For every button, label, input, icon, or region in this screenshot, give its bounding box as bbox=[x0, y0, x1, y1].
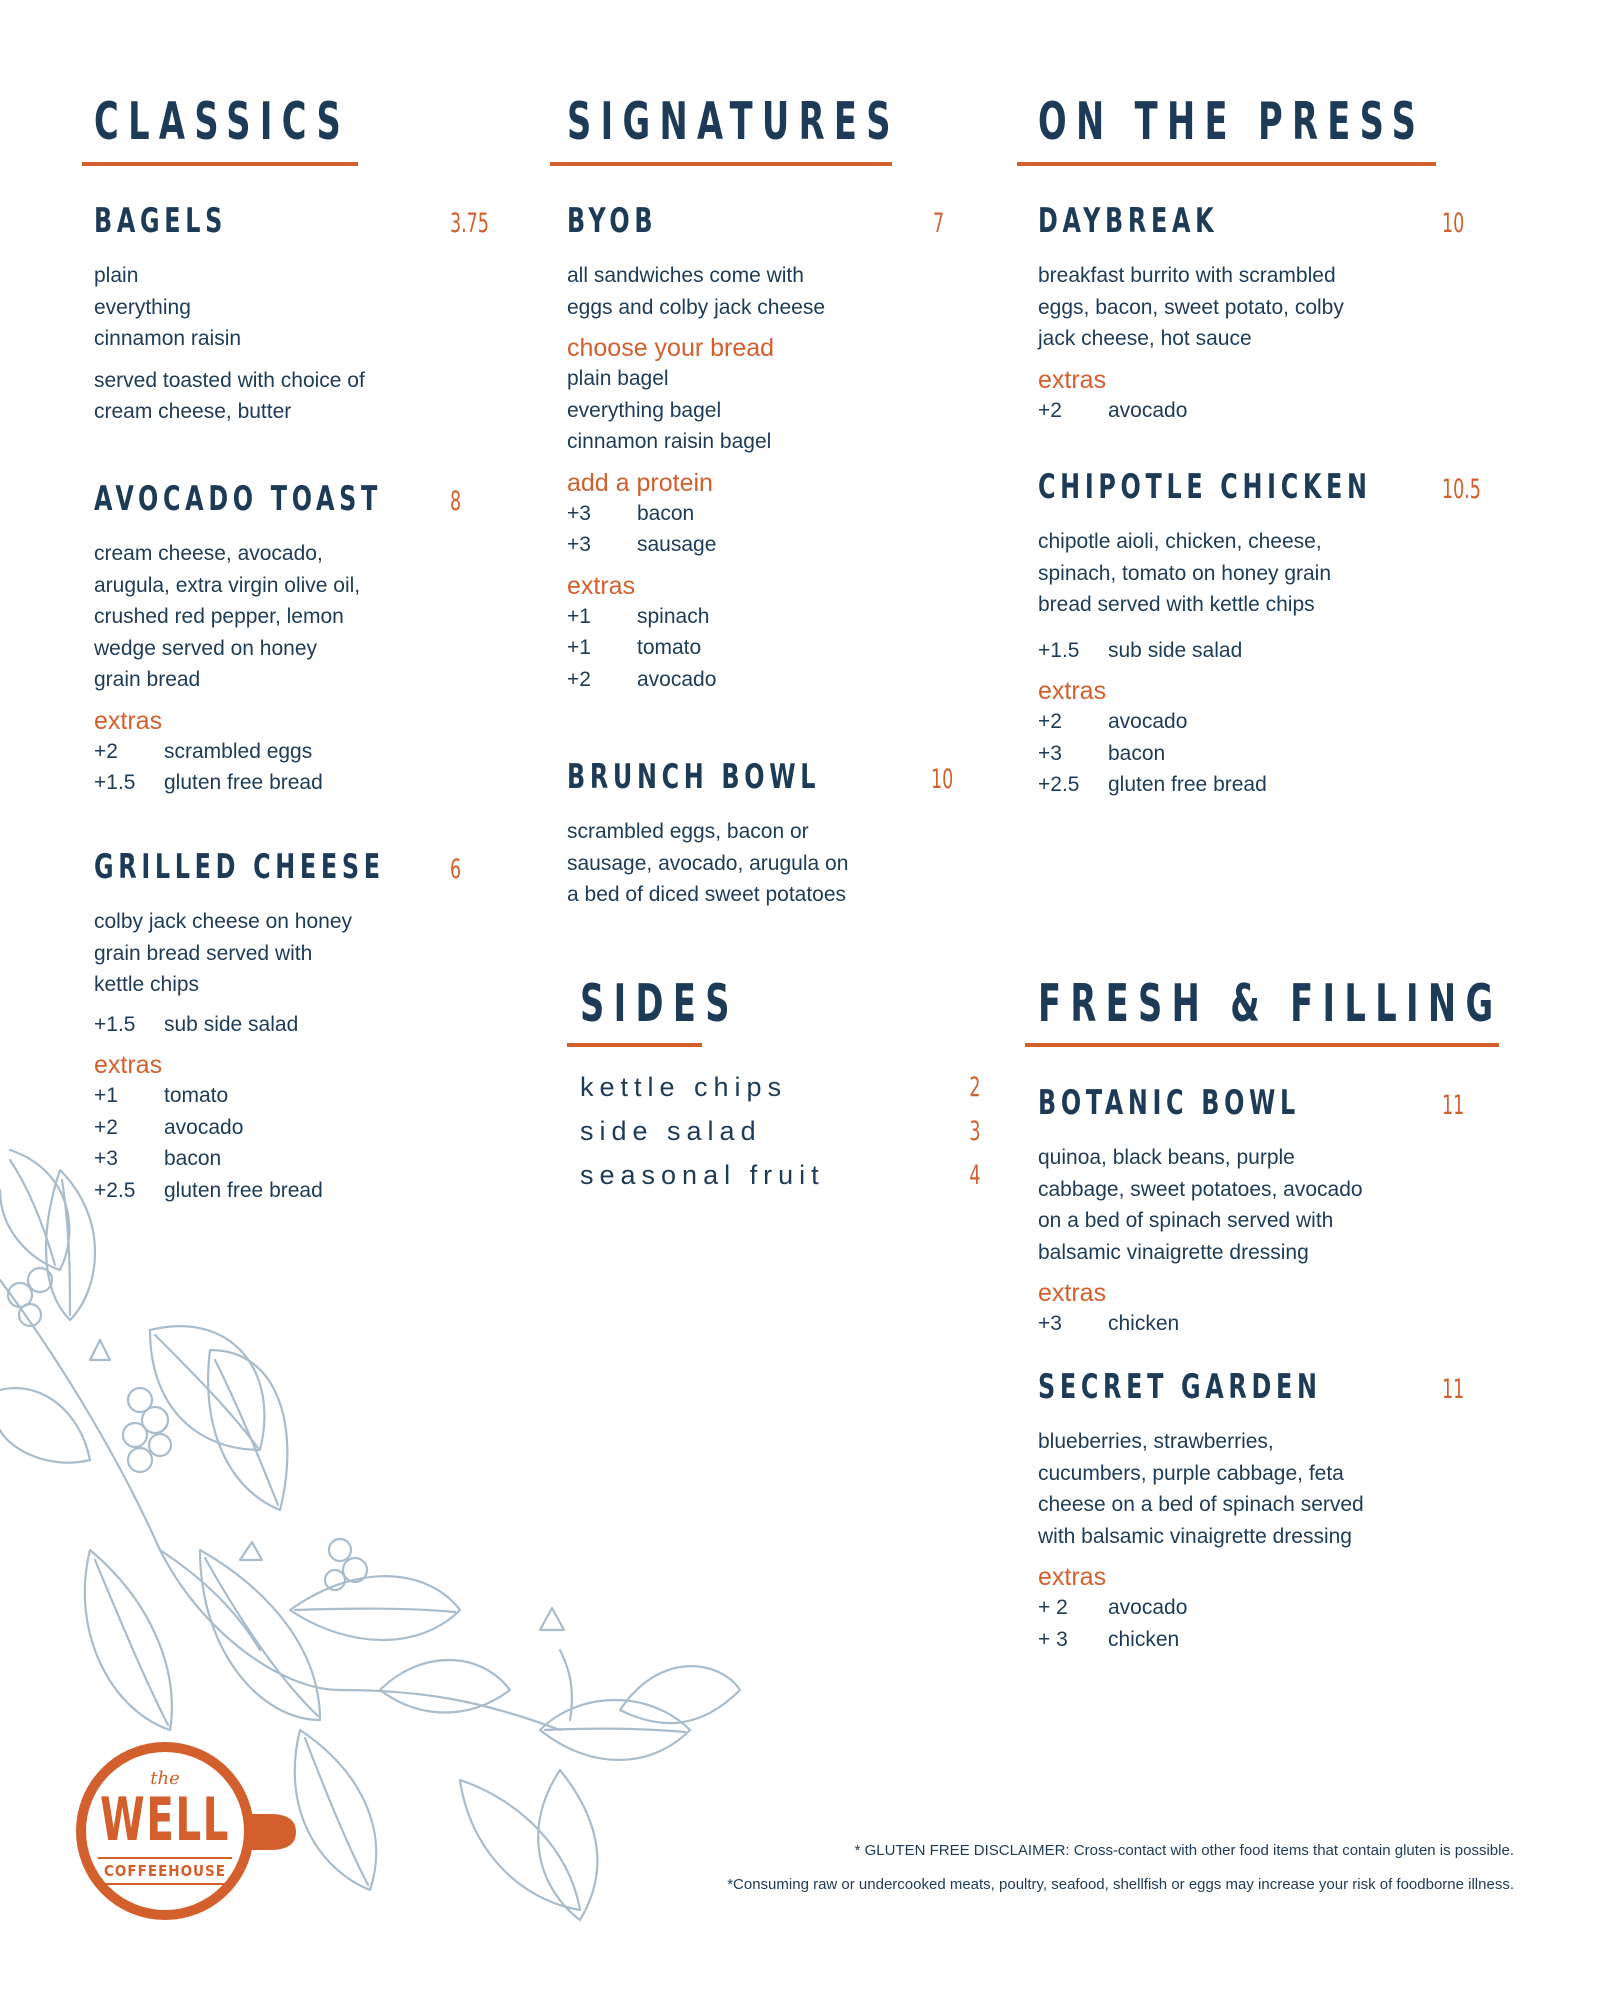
item-desc-line: cucumbers, purple cabbage, feta bbox=[1038, 1461, 1344, 1485]
extra-name: spinach bbox=[637, 604, 710, 628]
extra-price: +2 bbox=[94, 739, 118, 763]
extra-row bbox=[1038, 395, 1498, 427]
side-item bbox=[580, 1160, 980, 1191]
extra-price: +1 bbox=[567, 636, 591, 659]
extra-price: +2.5 bbox=[1038, 773, 1080, 796]
extra-name: avocado bbox=[1108, 710, 1188, 733]
extra-row bbox=[94, 1112, 514, 1144]
bread-option: cinnamon raisin bagel bbox=[567, 430, 772, 453]
section-title-classics: CLASSICS bbox=[94, 92, 351, 152]
section-rule-classics bbox=[82, 162, 358, 166]
extra-row bbox=[94, 1143, 514, 1175]
item-name: BAGELS bbox=[94, 201, 228, 241]
item-name: BRUNCH BOWL bbox=[567, 757, 821, 797]
item-desc-line: all sandwiches come with bbox=[567, 264, 804, 287]
extras-label: extras bbox=[1038, 1279, 1107, 1307]
logo-subtitle: COFFEEHOUSE bbox=[104, 1862, 226, 1880]
extra-row bbox=[1038, 769, 1498, 801]
gluten-disclaimer: * GLUTEN FREE DISCLAIMER: Cross-contact with other food items that contain gluten is possible. bbox=[854, 1842, 1514, 1859]
item-desc-line: kettle chips bbox=[94, 973, 200, 996]
item-desc-line: balsamic vinaigrette dressing bbox=[1038, 1240, 1309, 1264]
item-desc-line: on a bed of spinach served with bbox=[1038, 1209, 1334, 1232]
side-name: seasonal fruit bbox=[580, 1160, 825, 1190]
item-desc-line: spinach, tomato on honey grain bbox=[1038, 561, 1332, 585]
extra-name: bacon bbox=[164, 1147, 222, 1170]
item-desc-line: quinoa, black beans, purple bbox=[1038, 1146, 1295, 1169]
extra-price: +3 bbox=[1038, 1312, 1062, 1335]
extra-price: +1 bbox=[567, 604, 591, 628]
extra-name: gluten free bread bbox=[1108, 773, 1267, 796]
extras-label: extras bbox=[1038, 677, 1107, 705]
item-desc-line: arugula, extra virgin olive oil, bbox=[94, 573, 361, 597]
extras-label: extras bbox=[1038, 365, 1107, 394]
extra-row bbox=[1038, 1592, 1518, 1624]
extra-row bbox=[94, 1080, 514, 1112]
side-name: kettle chips bbox=[580, 1072, 788, 1102]
extra-price: +2 bbox=[1038, 710, 1062, 733]
extra-row bbox=[567, 601, 987, 633]
extra-name: avocado bbox=[637, 667, 717, 691]
press-column bbox=[1038, 0, 1498, 960]
section-rule-press bbox=[1017, 162, 1436, 166]
item-desc-line: with balsamic vinaigrette dressing bbox=[1038, 1524, 1352, 1548]
extra-row bbox=[1038, 1624, 1518, 1656]
side-price: 3 bbox=[968, 1116, 980, 1147]
logo-the: the bbox=[150, 1768, 180, 1789]
extra-price: +1 bbox=[94, 1084, 118, 1107]
extras-label: extras bbox=[1038, 1563, 1107, 1591]
menu-item-bagels bbox=[94, 201, 514, 428]
item-name: BOTANIC BOWL bbox=[1038, 1083, 1300, 1123]
side-price: 4 bbox=[968, 1160, 980, 1191]
item-desc-line: eggs, bacon, sweet potato, colby bbox=[1038, 295, 1344, 319]
side-price: 2 bbox=[968, 1072, 980, 1103]
item-desc-line: a bed of diced sweet potatoes bbox=[567, 883, 847, 906]
extra-name: scrambled eggs bbox=[164, 739, 313, 763]
item-desc-line: eggs and colby jack cheese bbox=[567, 295, 825, 319]
item-desc-line: grain bread bbox=[94, 668, 201, 691]
item-desc-line: colby jack cheese on honey bbox=[94, 910, 352, 933]
section-title-signatures: SIGNATURES bbox=[567, 92, 900, 152]
item-desc-line: chipotle aioli, chicken, cheese, bbox=[1038, 530, 1322, 553]
menu-item-botanic-bowl bbox=[1038, 1083, 1518, 1340]
extra-name: tomato bbox=[637, 636, 702, 659]
protein-price: +3 bbox=[567, 501, 591, 525]
extra-row bbox=[94, 767, 514, 799]
section-title-fresh: FRESH & FILLING bbox=[1038, 974, 1503, 1034]
extra-price: + 2 bbox=[1038, 1596, 1068, 1619]
section-rule-signatures bbox=[550, 162, 892, 166]
item-name: AVOCADO TOAST bbox=[94, 479, 382, 519]
raw-food-disclaimer: *Consuming raw or undercooked meats, poultry, seafood, shellfish or eggs may increase your risk of foodborne illness. bbox=[727, 1876, 1514, 1893]
extra-name: tomato bbox=[164, 1084, 229, 1107]
extra-price: +2 bbox=[1038, 398, 1062, 422]
extra-name: gluten free bread bbox=[164, 771, 323, 794]
option-price: +1.5 bbox=[94, 1012, 136, 1036]
side-name: side salad bbox=[580, 1116, 762, 1146]
item-price: 6 bbox=[450, 854, 462, 885]
menu-item-secret-garden bbox=[1038, 1367, 1518, 1655]
extra-row bbox=[1038, 706, 1498, 738]
item-price: 11 bbox=[1442, 1090, 1465, 1121]
menu-item-chipotle-chicken bbox=[1038, 467, 1498, 801]
extra-row bbox=[94, 736, 514, 768]
extra-name: gluten free bread bbox=[164, 1178, 323, 1202]
item-price: 10 bbox=[1442, 208, 1465, 239]
extra-row bbox=[567, 632, 987, 664]
section-rule-sides bbox=[567, 1043, 702, 1047]
item-price: 3.75 bbox=[450, 208, 489, 239]
item-name: CHIPOTLE CHICKEN bbox=[1038, 467, 1372, 507]
extra-name: chicken bbox=[1108, 1627, 1180, 1651]
item-price: 8 bbox=[450, 486, 462, 517]
extra-price: +3 bbox=[94, 1147, 118, 1170]
classics-column bbox=[94, 0, 514, 1240]
option-name: sub side salad bbox=[164, 1012, 299, 1036]
section-rule-fresh bbox=[1025, 1043, 1499, 1047]
extra-price: +1.5 bbox=[94, 771, 136, 794]
item-name: SECRET GARDEN bbox=[1038, 1367, 1322, 1407]
item-price: 10.5 bbox=[1442, 474, 1481, 505]
extra-name: avocado bbox=[1108, 398, 1188, 422]
protein-name: sausage bbox=[637, 533, 717, 556]
extra-row bbox=[1038, 738, 1498, 770]
extra-price: +2.5 bbox=[94, 1178, 136, 1202]
item-desc-line: cheese on a bed of spinach served bbox=[1038, 1493, 1364, 1516]
section-title-press: ON THE PRESS bbox=[1038, 92, 1426, 152]
protein-label: add a protein bbox=[567, 468, 713, 497]
item-desc-line: served toasted with choice of bbox=[94, 368, 365, 392]
bread-option: plain bagel bbox=[567, 367, 669, 390]
menu-item-daybreak bbox=[1038, 201, 1498, 426]
item-price: 11 bbox=[1442, 1374, 1465, 1405]
menu-item-grilled-cheese bbox=[94, 847, 514, 1206]
item-desc-line: cinnamon raisin bbox=[94, 327, 242, 350]
extras-label: extras bbox=[567, 571, 636, 600]
item-desc-line: sausage, avocado, arugula on bbox=[567, 851, 849, 875]
item-desc-line: cream cheese, butter bbox=[94, 400, 292, 423]
menu-item-brunch-bowl bbox=[567, 757, 987, 911]
item-desc-line: scrambled eggs, bacon or bbox=[567, 820, 809, 843]
extra-row bbox=[1038, 1308, 1518, 1340]
item-desc-line: cream cheese, avocado, bbox=[94, 542, 323, 565]
protein-price: +3 bbox=[567, 533, 591, 556]
extra-row bbox=[567, 664, 987, 696]
protein-row bbox=[567, 529, 987, 561]
bread-label: choose your bread bbox=[567, 334, 775, 362]
menu-item-byob bbox=[567, 201, 987, 695]
item-name: BYOB bbox=[567, 201, 658, 241]
extra-price: +2 bbox=[567, 667, 591, 691]
protein-name: bacon bbox=[637, 501, 695, 525]
sides-section bbox=[580, 970, 980, 1210]
bread-option: everything bagel bbox=[567, 398, 722, 422]
section-title-sides: SIDES bbox=[580, 974, 739, 1034]
item-desc-line: cabbage, sweet potatoes, avocado bbox=[1038, 1177, 1363, 1201]
item-name: DAYBREAK bbox=[1038, 201, 1219, 241]
item-desc-line: wedge served on honey bbox=[94, 636, 317, 660]
extra-name: avocado bbox=[164, 1115, 244, 1139]
item-desc-line: blueberries, strawberries, bbox=[1038, 1430, 1274, 1453]
side-option-row bbox=[1038, 635, 1498, 667]
extra-name: bacon bbox=[1108, 741, 1166, 765]
extras-label: extras bbox=[94, 706, 163, 735]
item-desc-line: grain bread served with bbox=[94, 941, 313, 965]
option-name: sub side salad bbox=[1108, 638, 1243, 662]
item-desc-line: crushed red pepper, lemon bbox=[94, 605, 344, 628]
logo-name: WELL bbox=[100, 1785, 230, 1855]
extras-label: extras bbox=[94, 1051, 163, 1079]
item-desc-line: breakfast burrito with scrambled bbox=[1038, 264, 1336, 287]
extra-name: chicken bbox=[1108, 1312, 1180, 1335]
item-desc-line: bread served with kettle chips bbox=[1038, 593, 1315, 616]
side-item bbox=[580, 1072, 980, 1103]
extra-row bbox=[94, 1175, 514, 1207]
protein-row bbox=[567, 498, 987, 530]
menu-item-avocado-toast bbox=[94, 479, 514, 799]
item-price: 7 bbox=[933, 208, 945, 239]
extra-price: + 3 bbox=[1038, 1627, 1068, 1651]
well-coffeehouse-logo bbox=[70, 1736, 300, 1926]
item-desc-line: plain bbox=[94, 264, 139, 287]
side-item bbox=[580, 1116, 980, 1147]
fresh-column bbox=[1038, 970, 1518, 1690]
option-price: +1.5 bbox=[1038, 638, 1080, 662]
item-name: GRILLED CHEESE bbox=[94, 847, 385, 887]
extra-price: +2 bbox=[94, 1115, 118, 1139]
item-price: 10 bbox=[931, 764, 954, 795]
item-desc-line: jack cheese, hot sauce bbox=[1038, 327, 1252, 350]
extra-price: +3 bbox=[1038, 741, 1062, 765]
extra-name: avocado bbox=[1108, 1596, 1188, 1619]
item-desc-line: everything bbox=[94, 295, 191, 319]
side-option-row bbox=[94, 1009, 514, 1041]
